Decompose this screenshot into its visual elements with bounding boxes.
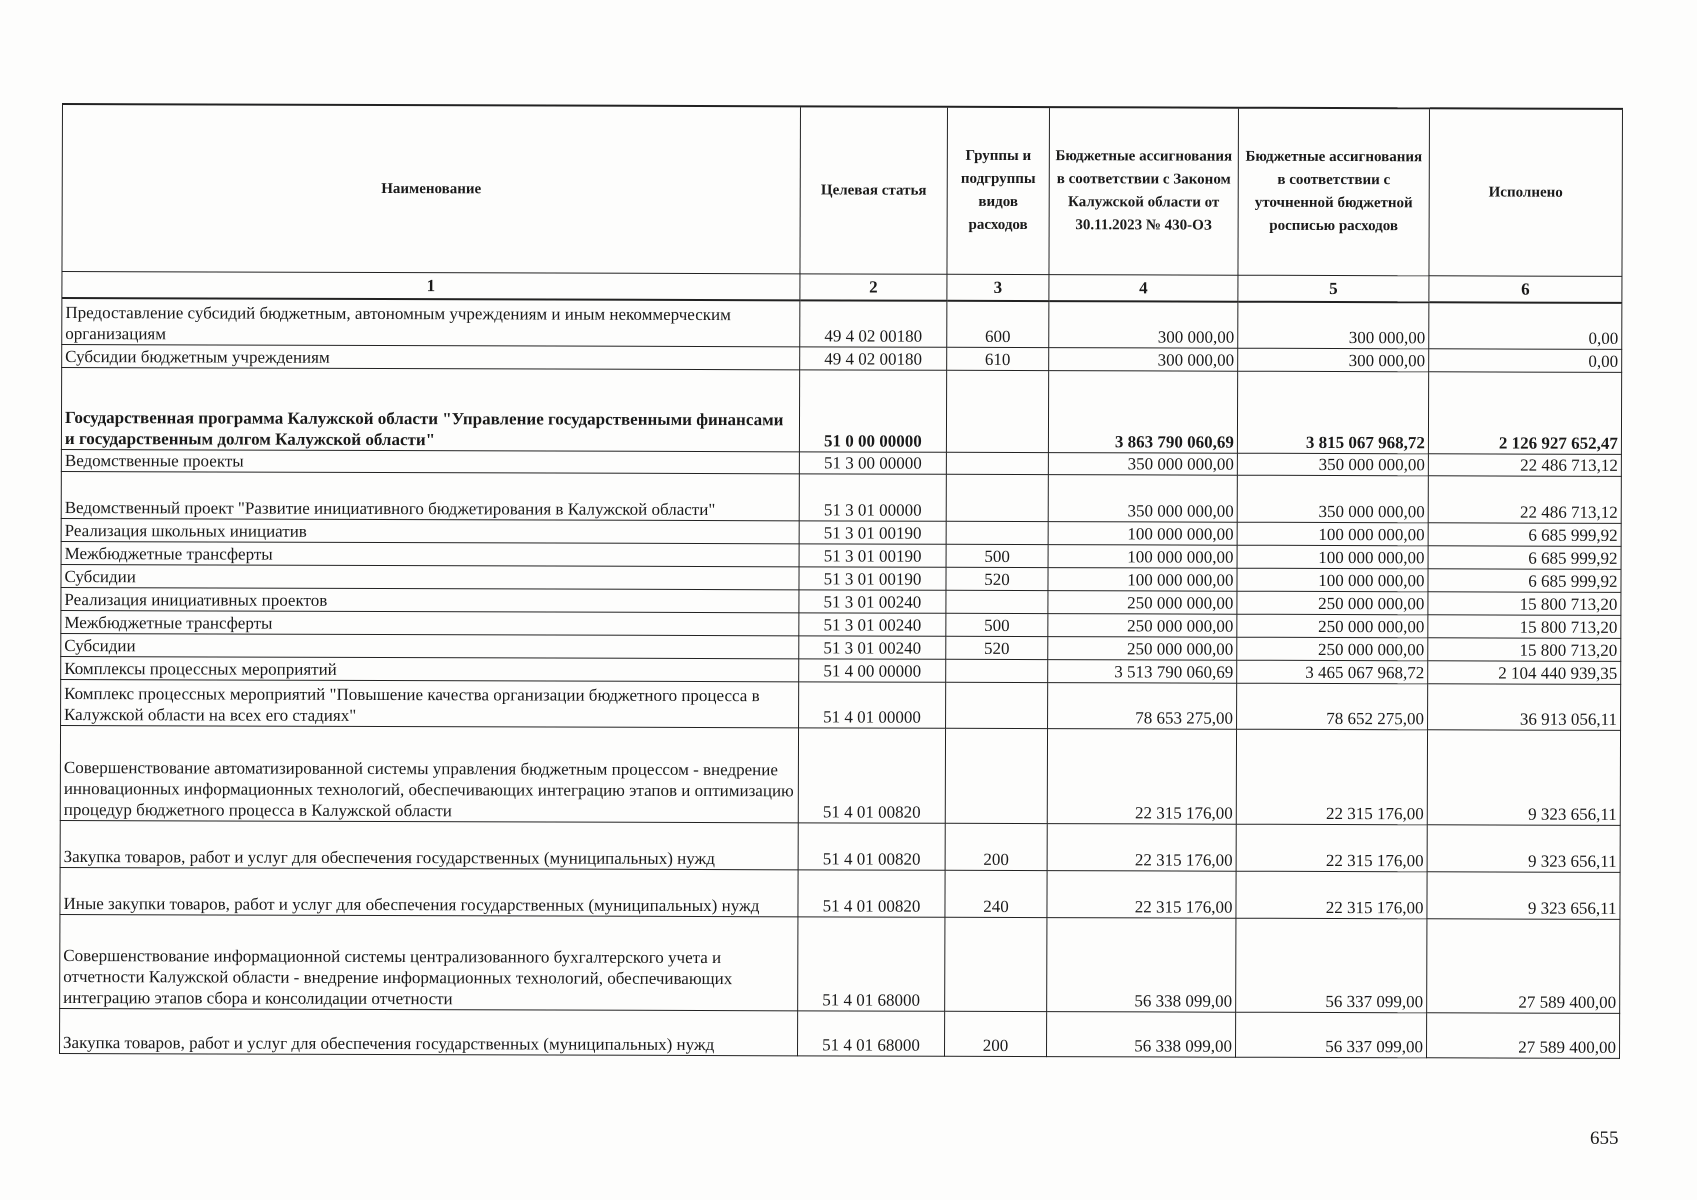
- table-row: [60, 725, 1620, 825]
- row-expense-group: 240: [945, 870, 1047, 917]
- header-executed: Исполнено: [1429, 108, 1623, 276]
- row-plan-amount: 350 000 000,00: [1237, 453, 1428, 476]
- row-name: Комплекс процессных мероприятий "Повышение качества организации бюджетного процесса в Калужской области на всех его стадиях": [61, 679, 799, 727]
- row-executed-amount: 9 323 656,11: [1427, 871, 1620, 919]
- row-executed-amount: 15 800 713,20: [1428, 637, 1621, 661]
- row-name: Комплексы процессных мероприятий: [61, 656, 799, 681]
- row-expense-group: 520: [946, 636, 1048, 659]
- row-law-amount: 100 000 000,00: [1048, 567, 1237, 591]
- row-target-article: 51 4 01 00820: [798, 822, 945, 869]
- row-executed-amount: 36 913 056,11: [1428, 683, 1621, 730]
- row-name: Межбюджетные трансферты: [61, 610, 799, 635]
- budget-table: [59, 103, 1623, 1058]
- row-law-amount: 22 315 176,00: [1047, 728, 1236, 824]
- row-expense-group: [946, 682, 1048, 728]
- row-target-article: 51 3 01 00000: [799, 473, 946, 520]
- table-row: [60, 914, 1620, 1013]
- row-executed-amount: 0,00: [1429, 348, 1622, 372]
- row-law-amount: 250 000 000,00: [1048, 590, 1237, 614]
- row-expense-group: [945, 728, 1047, 823]
- row-target-article: 51 3 01 00190: [799, 543, 946, 566]
- row-expense-group: [946, 474, 1048, 521]
- row-name: Межбюджетные трансферты: [61, 541, 799, 566]
- row-name: Иные закупки товаров, работ и услуг для обеспечения государственных (муниципальных) нужд: [60, 867, 798, 916]
- row-executed-amount: 22 486 713,12: [1428, 475, 1621, 523]
- row-expense-group: [945, 917, 1047, 1011]
- row-target-article: 51 4 01 68000: [798, 1010, 945, 1055]
- row-plan-amount: 22 315 176,00: [1236, 729, 1427, 825]
- row-law-amount: 56 338 099,00: [1047, 1011, 1236, 1057]
- row-plan-amount: 250 000 000,00: [1237, 614, 1428, 638]
- row-target-article: 51 3 01 00240: [799, 589, 946, 612]
- row-plan-amount: 3 815 067 968,72: [1237, 371, 1428, 454]
- row-executed-amount: 2 104 440 939,35: [1428, 660, 1621, 684]
- page-number: 655: [1590, 1128, 1619, 1149]
- row-target-article: 51 3 00 00000: [799, 451, 946, 473]
- row-plan-amount: 22 315 176,00: [1236, 871, 1427, 919]
- row-executed-amount: 15 800 713,20: [1428, 591, 1621, 615]
- table-header-row: [62, 104, 1623, 276]
- header-expense-groups: Группы и подгруппы видов расходов: [947, 107, 1050, 275]
- row-target-article: 49 4 02 00180: [800, 346, 947, 369]
- row-plan-amount: 250 000 000,00: [1237, 591, 1428, 615]
- row-plan-amount: 350 000 000,00: [1237, 475, 1428, 523]
- row-expense-group: [946, 370, 1048, 452]
- row-target-article: 51 4 01 00820: [798, 869, 945, 916]
- row-law-amount: 100 000 000,00: [1048, 544, 1237, 568]
- row-plan-amount: 56 337 099,00: [1236, 918, 1427, 1013]
- row-expense-group: 500: [946, 544, 1048, 567]
- row-plan-amount: 300 000,00: [1238, 302, 1429, 349]
- row-executed-amount: 6 685 999,92: [1428, 545, 1621, 569]
- row-name: Субсидии: [61, 564, 799, 589]
- column-number: 6: [1429, 276, 1622, 303]
- row-law-amount: 78 653 275,00: [1048, 682, 1237, 729]
- row-law-amount: 3 513 790 060,69: [1048, 659, 1237, 683]
- column-number: 5: [1238, 275, 1429, 302]
- row-plan-amount: 100 000 000,00: [1237, 568, 1428, 592]
- row-executed-amount: 9 323 656,11: [1427, 824, 1620, 872]
- row-expense-group: [946, 659, 1048, 682]
- row-plan-amount: 3 465 067 968,72: [1237, 660, 1428, 684]
- row-law-amount: 3 863 790 060,69: [1048, 370, 1237, 453]
- row-plan-amount: 78 652 275,00: [1237, 683, 1428, 730]
- row-name: Реализация школьных инициатив: [61, 518, 799, 543]
- header-target-article: Целевая статья: [800, 106, 948, 274]
- row-law-amount: 22 315 176,00: [1047, 870, 1236, 918]
- row-name: Закупка товаров, работ и услуг для обеспечения государственных (муниципальных) нужд: [60, 820, 798, 869]
- row-law-amount: 250 000 000,00: [1048, 636, 1237, 660]
- row-law-amount: 350 000 000,00: [1048, 452, 1237, 475]
- row-target-article: 51 4 01 00000: [799, 681, 946, 727]
- column-number: 4: [1049, 275, 1238, 302]
- row-plan-amount: 250 000 000,00: [1237, 637, 1428, 661]
- column-number: 3: [947, 274, 1049, 301]
- row-law-amount: 300 000,00: [1049, 301, 1238, 348]
- table-row: [61, 679, 1621, 730]
- row-plan-amount: 300 000,00: [1238, 348, 1429, 372]
- table-row: [60, 820, 1620, 872]
- row-law-amount: 56 338 099,00: [1047, 917, 1236, 1012]
- row-target-article: 51 3 01 00240: [799, 612, 946, 635]
- row-target-article: 51 3 01 00190: [799, 520, 946, 543]
- row-law-amount: 300 000,00: [1049, 347, 1238, 371]
- table-row: [61, 367, 1621, 454]
- row-target-article: 51 0 00 00000: [799, 369, 946, 451]
- row-name: Ведомственные проекты: [61, 449, 799, 473]
- row-executed-amount: 6 685 999,92: [1428, 522, 1621, 546]
- row-executed-amount: 9 323 656,11: [1427, 729, 1620, 825]
- budget-document: [62, 103, 1622, 1057]
- row-name: Закупка товаров, работ и услуг для обеспечения государственных (муниципальных) нужд: [60, 1008, 798, 1055]
- row-target-article: 51 3 01 00240: [799, 635, 946, 658]
- row-name: Ведомственный проект "Развитие инициативного бюджетирования в Калужской области": [61, 471, 799, 520]
- row-executed-amount: 2 126 927 652,47: [1428, 371, 1621, 454]
- header-refined-allocations: Бюджетные ассигнования в соответствии с уточненной бюджетной росписью расходов: [1238, 108, 1430, 276]
- row-executed-amount: 15 800 713,20: [1428, 614, 1621, 638]
- table-row: [61, 471, 1621, 523]
- row-plan-amount: 22 315 176,00: [1236, 824, 1427, 872]
- row-expense-group: [946, 521, 1048, 544]
- column-number: 2: [800, 274, 947, 301]
- column-number: 1: [62, 272, 800, 301]
- row-law-amount: 350 000 000,00: [1048, 474, 1237, 522]
- row-plan-amount: 56 337 099,00: [1236, 1012, 1427, 1058]
- row-executed-amount: 22 486 713,12: [1428, 453, 1621, 476]
- row-law-amount: 22 315 176,00: [1047, 823, 1236, 871]
- table-row: [60, 1008, 1620, 1058]
- row-target-article: 49 4 02 00180: [800, 300, 947, 346]
- table-body: [60, 298, 1622, 1058]
- row-executed-amount: 27 589 400,00: [1427, 1012, 1620, 1058]
- row-expense-group: 600: [947, 301, 1049, 347]
- row-name: Совершенствование автоматизированной системы управления бюджетным процессом - внедрение инновационных информационных технологий, обеспечивающих интеграцию этапов и оптимизацию процедур бюджетного процесса в Калужской области: [60, 725, 798, 822]
- row-name: Совершенствование информационной системы централизованного бухгалтерского учета и отчетности Калужской области - внедрение информационных технологий, обеспечивающих интеграцию этапов сбора и консолидации отчетности: [60, 914, 798, 1010]
- row-name: Реализация инициативных проектов: [61, 587, 799, 612]
- row-expense-group: 200: [945, 823, 1047, 870]
- row-expense-group: [946, 452, 1048, 474]
- row-expense-group: 200: [945, 1011, 1047, 1056]
- row-executed-amount: 0,00: [1429, 302, 1622, 349]
- row-plan-amount: 100 000 000,00: [1237, 522, 1428, 546]
- row-expense-group: [946, 590, 1048, 613]
- row-executed-amount: 27 589 400,00: [1427, 918, 1620, 1013]
- row-expense-group: 610: [947, 347, 1049, 370]
- row-name: Государственная программа Калужской области "Управление государственными финансами и государственным долгом Калужской области": [61, 367, 799, 451]
- row-target-article: 51 3 01 00190: [799, 566, 946, 589]
- row-executed-amount: 6 685 999,92: [1428, 568, 1621, 592]
- row-law-amount: 100 000 000,00: [1048, 521, 1237, 545]
- row-plan-amount: 100 000 000,00: [1237, 545, 1428, 569]
- row-name: Предоставление субсидий бюджетным, автономным учреждениям и иным некоммерческим организациям: [62, 298, 800, 346]
- row-expense-group: 520: [946, 567, 1048, 590]
- row-name: Субсидии: [61, 633, 799, 658]
- header-name: Наименование: [62, 104, 801, 274]
- row-law-amount: 250 000 000,00: [1048, 613, 1237, 637]
- row-target-article: 51 4 01 00820: [798, 727, 945, 822]
- header-law-allocations: Бюджетные ассигнования в соответствии с Законом Калужской области от 30.11.2023 № 430-ОЗ: [1049, 107, 1239, 275]
- row-target-article: 51 4 01 68000: [798, 916, 945, 1010]
- table-row: [60, 867, 1620, 919]
- row-target-article: 51 4 00 00000: [799, 658, 946, 681]
- row-name: Субсидии бюджетным учреждениям: [62, 344, 800, 369]
- table-row: [62, 298, 1622, 349]
- row-expense-group: 500: [946, 613, 1048, 636]
